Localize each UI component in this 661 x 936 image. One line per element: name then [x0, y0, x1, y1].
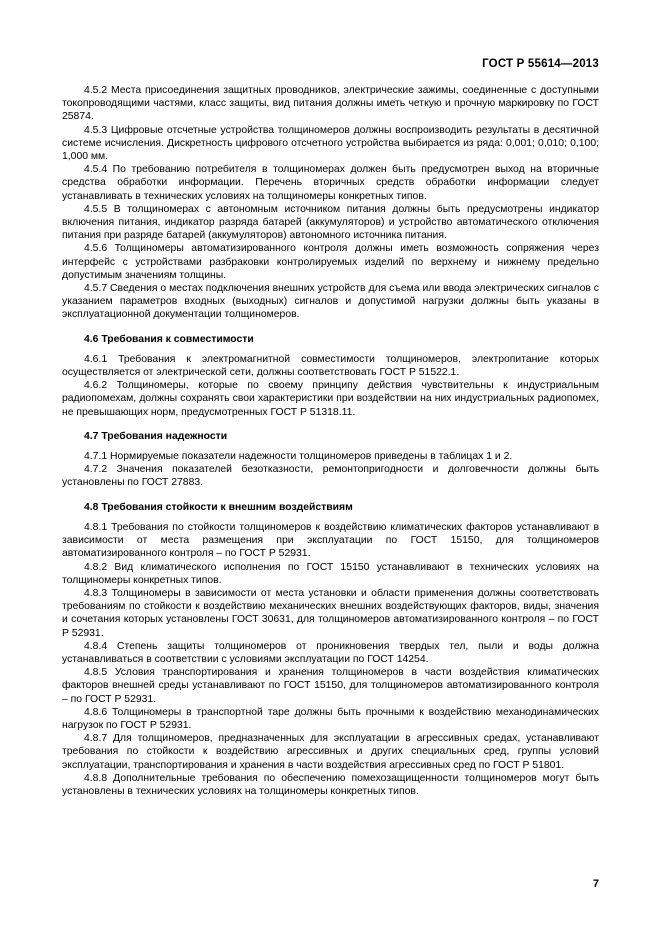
- paragraph: 4.6.2 Толщиномеры, которые по своему принципу действия чувствительны к индустриальным радиопомехам, должны сохранять свои характеристики при воздействии на них индустриальных радиопомех, не превышающих норм, предусмотренных ГОСТ Р 51318.11.: [62, 380, 599, 418]
- section-heading: 4.8 Требования стойкости к внешним воздействиям: [84, 501, 353, 513]
- page-number: 7: [592, 878, 599, 890]
- section-heading: 4.7 Требования надежности: [84, 430, 228, 442]
- section-heading: 4.6 Требования к совместимости: [84, 333, 254, 345]
- paragraph: 4.8.3 Толщиномеры в зависимости от места установки и области применения должны соответствовать требованиям по стойкости к воздействию механических внешних воздействующих факторов, виды, значения и сочетания которых установлены ГОСТ 30631, для толщиномеров автоматизированного контроля – по ГОСТ Р 52931.: [62, 587, 599, 639]
- paragraph: 4.8.5 Условия транспортирования и хранения толщиномеров в части воздействия климатических факторов внешней среды устанавливают по ГОСТ 15150, для толщиномеров автоматизированного контроля – по ГОСТ Р 52931.: [62, 667, 599, 705]
- paragraph: 4.8.1 Требования по стойкости толщиномеров к воздействию климатических факторов устанавливают в зависимости от места размещения при эксплуатации по ГОСТ 15150, для толщиномеров автоматизированного контроля – по ГОСТ Р 52931.: [62, 521, 599, 560]
- paragraph: 4.8.2 Вид климатического исполнения по ГОСТ 15150 устанавливают в технических условиях на толщиномеры конкретных типов.: [62, 561, 599, 586]
- paragraph: 4.8.4 Степень защиты толщиномеров от проникновения твердых тел, пыли и воды должна устанавливаться в соответствии с условиями эксплуатации по ГОСТ 14254.: [62, 640, 599, 665]
- paragraph: 4.5.2 Места присоединения защитных проводников, электрические зажимы, соединенные с доступными токопроводящими частями, класс защиты, вид питания должны иметь четкую и прочную маркировку по ГОСТ 25874.: [62, 85, 599, 123]
- paragraph: 4.6.1 Требования к электромагнитной совместимости толщиномеров, электропитание которых осуществляется от электрической сети, должны соответствовать ГОСТ Р 51522.1.: [62, 353, 599, 379]
- paragraph: 4.5.6 Толщиномеры автоматизированного контроля должны иметь возможность сопряжения через интерфейс с устройствами разбраковки контролируемых изделий по верхнему и нижнему предельно допустимым значениям толщины.: [62, 243, 599, 281]
- paragraph: 4.7.1 Нормируемые показатели надежности толщиномеров приведены в таблицах 1 и 2.: [84, 451, 513, 463]
- document-body: [62, 84, 599, 798]
- paragraph: 4.8.7 Для толщиномеров, предназначенных для эксплуатации в агрессивных средах, устанавливают требования по стойкости к воздействию агрессивных и других специальных сред, группы условий эксплуатации, транспортирования и хранения в части воздействия агрессивных сред по ГОСТ Р 51801.: [62, 733, 599, 771]
- paragraph: 4.5.5 В толщиномерах с автономным источником питания должны быть предусмотрены индикатор включения питания, индикатор разряда батарей (аккумуляторов) и устройство автоматического отключения питания при разряде батарей (аккумуляторов) автономного источника питания.: [62, 203, 599, 242]
- paragraph: 4.7.2 Значения показателей безотказности, ремонтопригодности и долговечности должны быть установлены по ГОСТ 27883.: [62, 464, 599, 489]
- paragraph: 4.5.7 Сведения о местах подключения внешних устройств для съема или ввода электрических сигналов с указанием параметров входных (выходных) сигналов и допустимой нагрузки должны быть указаны в эксплуатационной документации толщиномеров.: [62, 283, 599, 321]
- paragraph: 4.8.8 Дополнительные требования по обеспечению помехозащищенности толщиномеров могут быть установлены в технических условиях на толщиномеры конкретных типов.: [62, 772, 599, 797]
- paragraph: 4.5.3 Цифровые отсчетные устройства толщиномеров должны воспроизводить результаты в десятичной системе исчисления. Дискретность цифрового отсчетного устройства выбирается из ряда: 0,001; 0,010; 0,100; 1,000 мм.: [62, 124, 599, 163]
- paragraph: 4.5.4 По требованию потребителя в толщиномерах должен быть предусмотрен выход на вторичные средства обработки информации. Перечень вторичных средств обработки информации следует устанавливать в технических условиях на толщиномеры конкретных типов.: [62, 164, 599, 202]
- page-header: ГОСТ Р 55614—2013: [482, 58, 599, 70]
- paragraph: 4.8.6 Толщиномеры в транспортной таре должны быть прочными к воздействию механодинамических нагрузок по ГОСТ Р 52931.: [62, 706, 599, 731]
